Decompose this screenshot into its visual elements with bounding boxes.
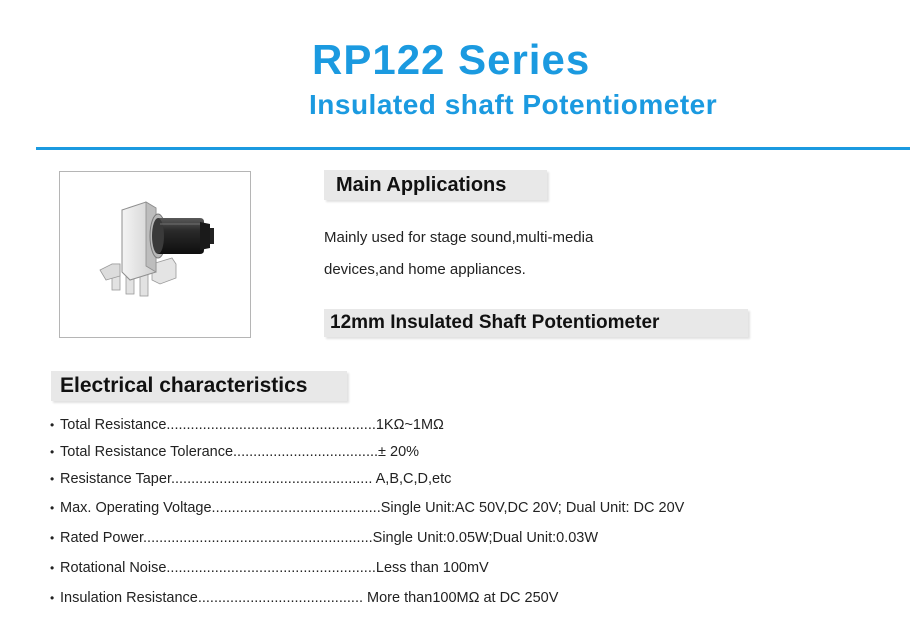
spec-item-resistance-taper (50, 471, 451, 487)
bullet-icon: • (50, 531, 55, 545)
product-photo-frame (59, 171, 251, 338)
spec-item-operating-voltage (50, 500, 684, 516)
applications-text-line-1: Mainly used for stage sound,multi-media (324, 229, 594, 246)
spec-item-rotational-noise (50, 560, 489, 576)
spec-item-total-resistance (50, 417, 444, 433)
shaft-heading: 12mm Insulated Shaft Potentiometer (324, 309, 748, 337)
main-applications-heading: Main Applications (324, 170, 547, 200)
bullet-icon: • (50, 445, 55, 459)
potentiometer-image (60, 172, 250, 337)
spec-text: Max. Operating Voltage..........................................Single Unit:AC 50V,DC 20V; Dual Unit: DC 20V (60, 500, 685, 516)
bullet-icon: • (50, 591, 55, 605)
page-subtitle: Insulated shaft Potentiometer (309, 89, 718, 120)
spec-text: Total Resistance Tolerance....................................± 20% (60, 444, 420, 460)
spec-item-rated-power (50, 530, 598, 546)
spec-text: Rotational Noise....................................................Less than 100mV (60, 560, 489, 576)
spec-text: Resistance Taper.................................................. A,B,C,D,etc (60, 471, 452, 487)
header-divider (36, 147, 910, 150)
bullet-icon: • (50, 418, 55, 432)
spec-text: Rated Power.........................................................Single Unit:0.05W;Dual Unit:0.03W (60, 530, 599, 546)
spec-text: Total Resistance....................................................1KΩ~1MΩ (60, 417, 444, 433)
bullet-icon: • (50, 501, 55, 515)
spec-item-tolerance (50, 444, 419, 460)
electrical-characteristics-heading: Electrical characteristics (51, 371, 347, 401)
page-title: RP122 Series (312, 36, 591, 83)
bullet-icon: • (50, 561, 55, 575)
bullet-icon: • (50, 472, 55, 486)
spec-text: Insulation Resistance......................................... More than100MΩ at DC 250V (60, 590, 559, 606)
applications-text-line-2: devices,and home appliances. (324, 261, 526, 278)
spec-item-insulation-resistance (50, 590, 558, 606)
